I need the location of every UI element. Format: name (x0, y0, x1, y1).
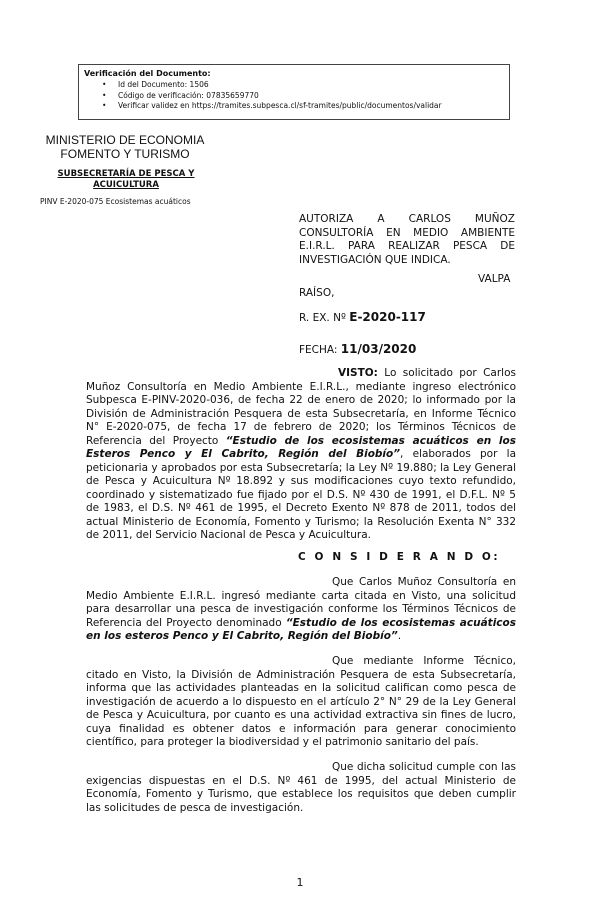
considerando-p1-text-a: Que Carlos Muñoz Consultoría en Medio Ambiente E.I.R.L. ingresó mediante carta citada en Visto, una solicitud para desarrollar una pesca de investigación conforme los Términos Técnicos de Referencia del Proyecto denominado (86, 576, 516, 629)
considerando-p3-text: Que dicha solicitud cumple con las exigencias dispuestas en el D.S. Nº 461 de 1995, del actual Ministerio de Economía, Fomento y Turismo, que establece los requisitos que deben cumplir las solicitudes de pesca de investigación. (86, 761, 516, 814)
place-part-1: VALPA (478, 273, 511, 285)
place-part-2: RAÍSO, (299, 287, 335, 299)
ministry-heading (40, 133, 210, 161)
considerando-paragraph-3 (86, 761, 516, 815)
visto-paragraph (86, 367, 516, 543)
rex-label: R. EX. Nº (299, 312, 346, 324)
visto-project-title: “Estudio de los ecosistemas acuáticos en los Esteros Penco y El Cabrito, Región del Biobío” (86, 434, 516, 460)
considerando-p1-project: “Estudio de los ecosistemas acuáticos en los esteros Penco y El Cabrito, Región del Biobío” (86, 616, 516, 642)
summary-line-1: AUTORIZA A CARLOS MUÑOZ (299, 213, 515, 225)
verification-code: • Código de verificación: 07835659770 (102, 91, 442, 102)
verification-id: • Id del Documento: 1506 (102, 80, 442, 91)
verification-list (102, 80, 442, 112)
fecha-value: 11/03/2020 (340, 342, 417, 356)
fecha-label: FECHA: (299, 344, 338, 356)
summary-line-3: E.I.R.L. PARA REALIZAR PESCA DE (299, 240, 515, 252)
page-number: 1 (296, 876, 304, 889)
document-reference: PINV E-2020-075 Ecosistemas acuáticos (40, 197, 191, 206)
considerando-p1-text-b: . (397, 630, 402, 642)
rex-number: E-2020-117 (349, 310, 426, 324)
considerando-paragraph-2 (86, 655, 516, 750)
resolution-summary (299, 213, 515, 254)
verification-title: Verificación del Documento: (84, 69, 211, 78)
visto-text-b: , elaborados por la peticionaria y aprobados por esta Subsecretaría; la Ley Nº 19.880; la Ley General de Pesca y Acuicultura Nº 18.892 y sus modificaciones cuyo texto refundido, coordinado y sistematizado fue fijado por el D.S. Nº 430 de 1991, el D.F.L. Nº 5 de 1983, el D.S. Nº 461 de 1995, el Decreto Exento Nº 878 de 2011, todos del actual Ministerio de Economía, Fomento y Turismo; la Resolución Exenta N° 332 de 2011, del Servicio Nacional de Pesca y Acuicultura. (86, 448, 516, 541)
summary-line-4: INVESTIGACIÓN QUE INDICA. (299, 254, 451, 266)
considerando-p2-text: Que mediante Informe Técnico, citado en Visto, la División de Administración Pesquera de esta Subsecretaría, informa que las actividades planteadas en la solicitud califican como pesca de investigación de acuerdo a lo dispuesto en el artículo 2° N° 29 de la Ley General de Pesca y Acuicultura, por cuanto es una actividad extractiva sin fines de lucro, cuya finalidad es obtener datos e información para generar conocimiento científico, para proteger la biodiversidad y el patrimonio sanitario del país. (86, 655, 516, 748)
ministry-line-1: MINISTERIO DE ECONOMIA (45, 133, 205, 147)
verification-link[interactable]: • Verificar validez en https://tramites.subpesca.cl/sf-tramites/public/documentos/validar (102, 101, 442, 112)
considerando-heading: C O N S I D E R A N D O: (298, 551, 501, 563)
visto-text-a: Lo solicitado por Carlos Muñoz Consultoría en Medio Ambiente E.I.R.L., mediante ingreso electrónico Subpesca E-PINV-2020-036, de fecha 22 de enero de 2020; lo informado por la División de Administración Pesquera de esta Subsecretaría, en Informe Técnico N° E-2020-075, de fecha 17 de febrero de 2020; los Términos Técnicos de Referencia del Proyecto (86, 367, 516, 447)
resolution-date (299, 342, 416, 356)
considerando-paragraph-1 (86, 576, 516, 644)
subsecretaria-line-2: ACUICULTURA (93, 180, 159, 190)
visto-label: VISTO: (338, 367, 378, 379)
subsecretaria-heading (40, 169, 212, 191)
subsecretaria-line-1: SUBSECRETARÍA DE PESCA Y (57, 169, 195, 179)
summary-line-2: CONSULTORÍA EN MEDIO AMBIENTE (299, 226, 515, 239)
ministry-line-2: FOMENTO Y TURISMO (60, 147, 190, 161)
resolution-number (299, 310, 426, 324)
